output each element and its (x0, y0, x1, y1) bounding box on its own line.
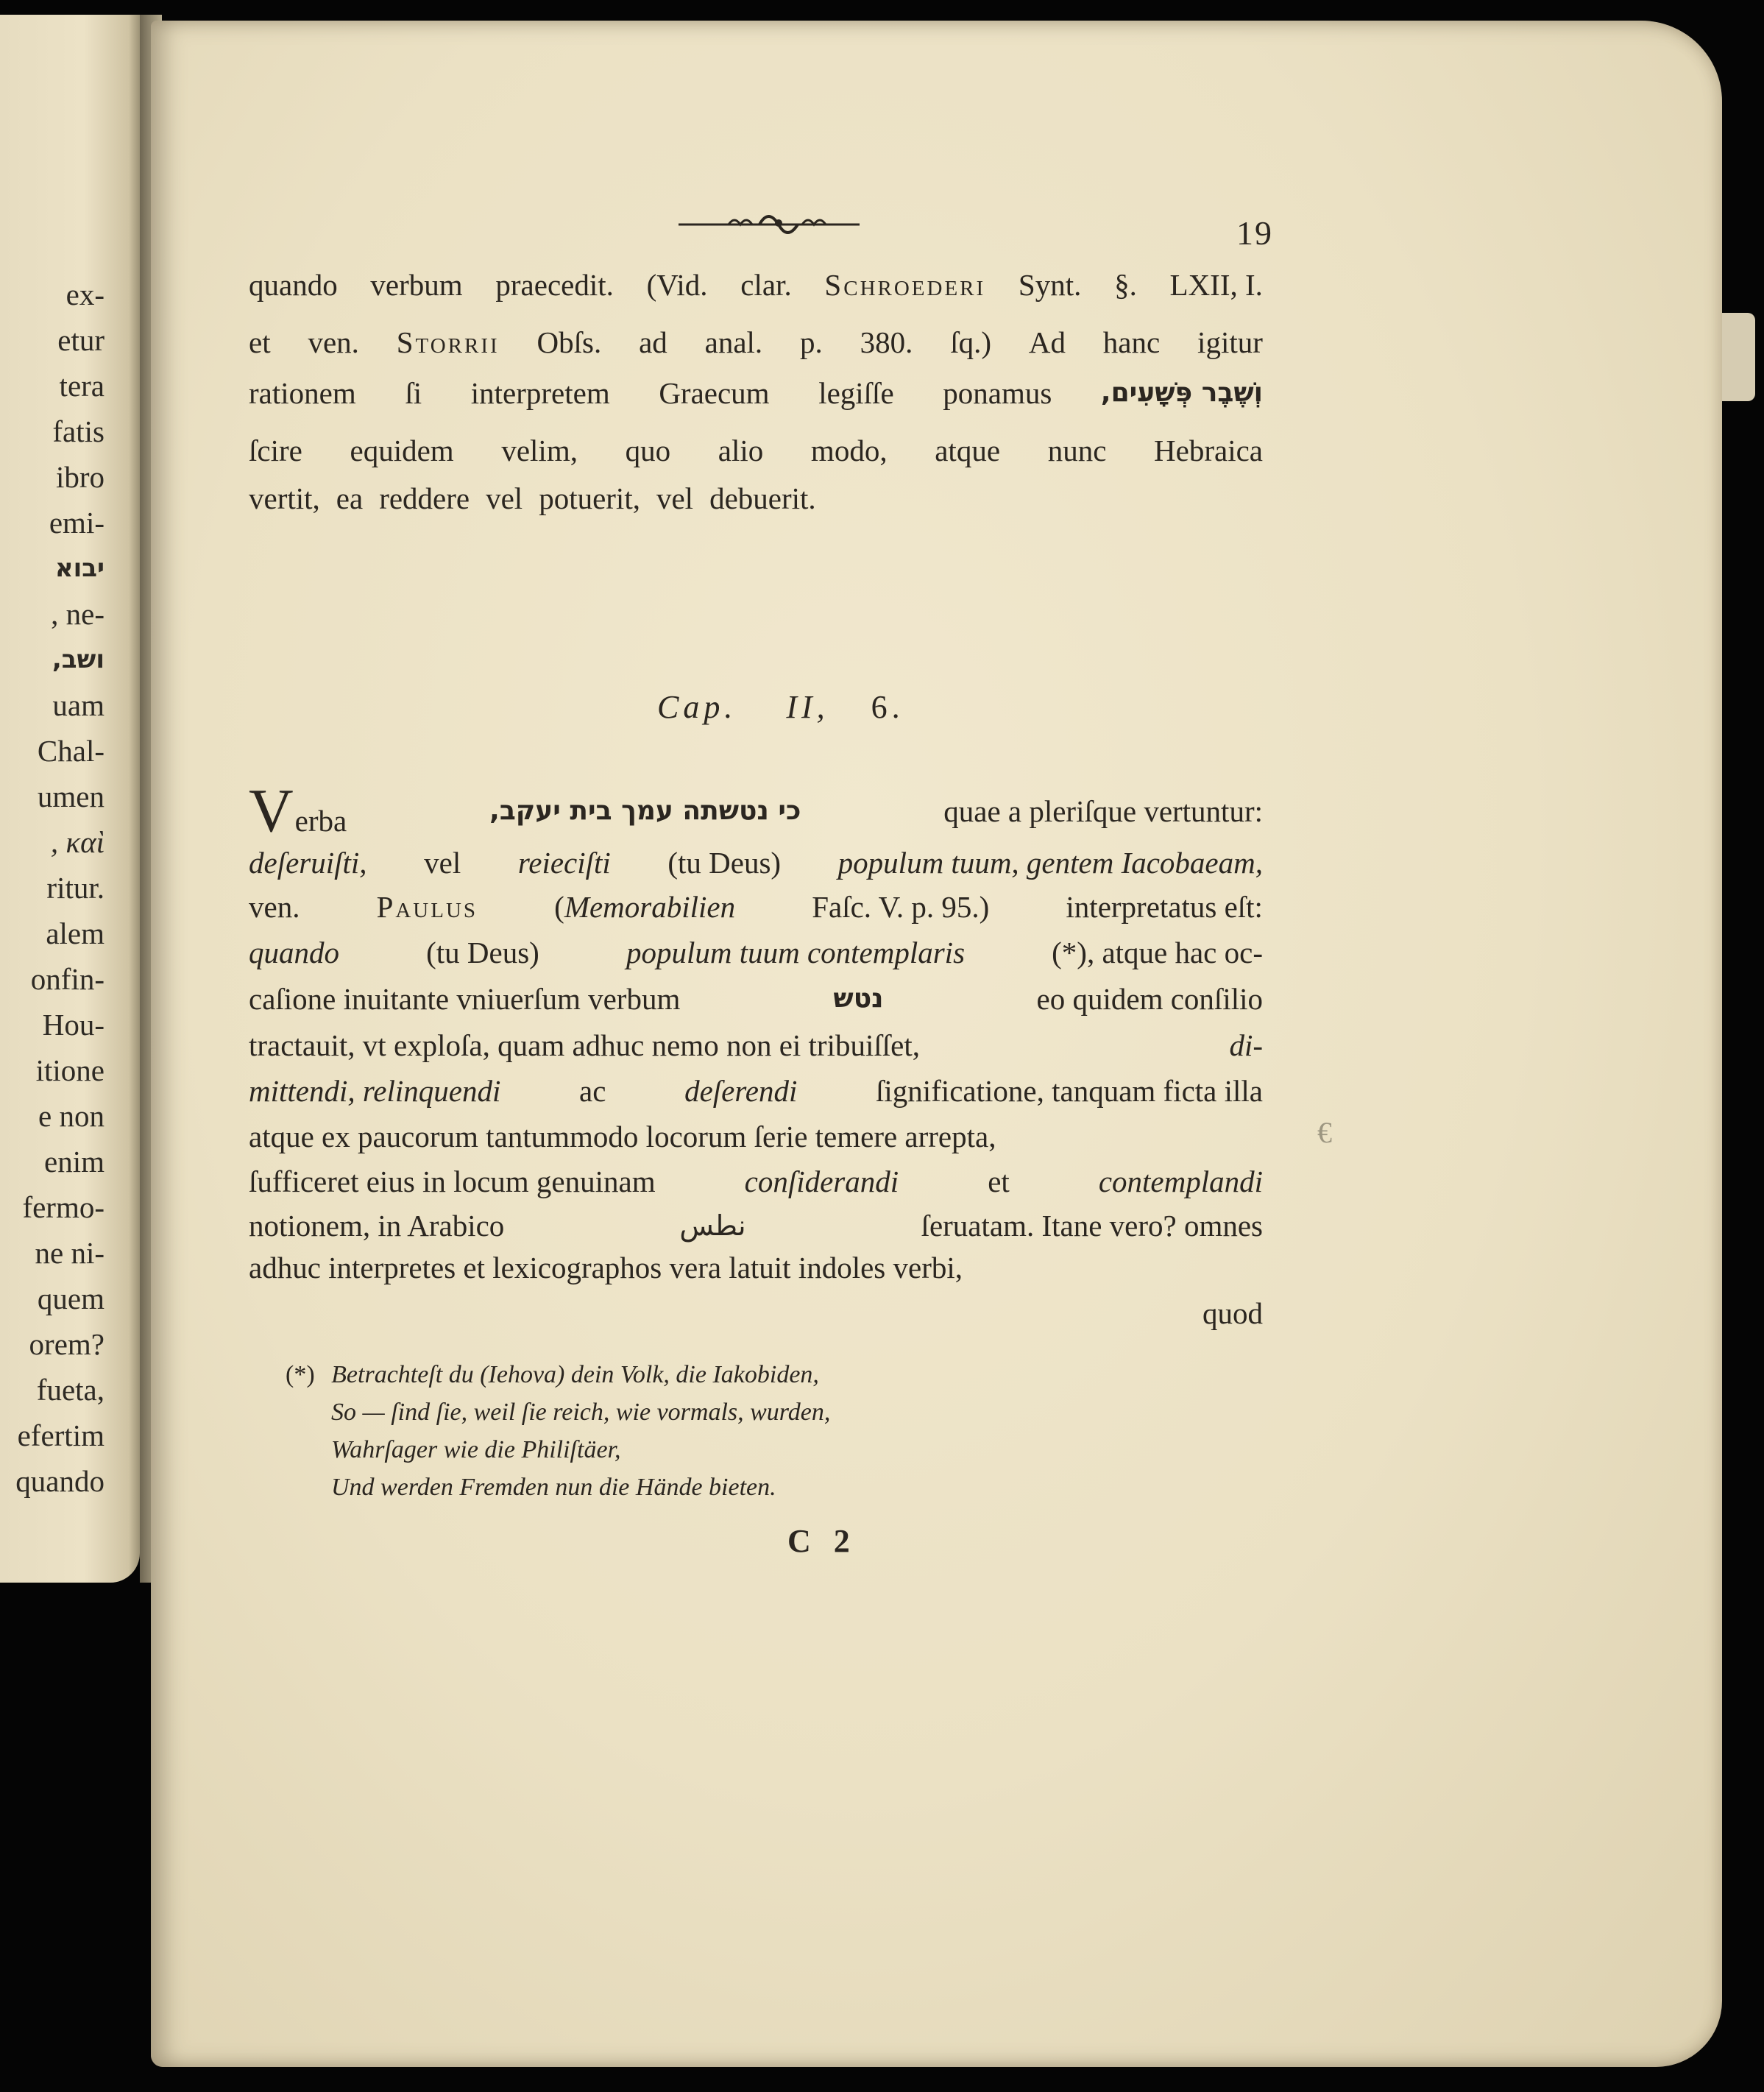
header-ornament-icon (677, 208, 861, 235)
footnote-line-1: (*) Betrachteſt du (Iehova) dein Volk, die Iakobiden, (286, 1361, 819, 1388)
left-page-fragment: fermo- (22, 1190, 105, 1224)
signature-mark: C 2 (787, 1523, 857, 1559)
left-page-fragment: orem? (29, 1327, 105, 1361)
footnote-line-4: Und werden Fremden nun die Hände bieten. (331, 1474, 776, 1501)
left-page-fragment: ושב, (52, 645, 105, 674)
body-line-4: quando (tu Deus) populum tuum contemplaris (*), atque hac oc- (249, 936, 1263, 969)
left-page-fragment: יבוא (54, 554, 105, 583)
stray-ink-mark: € (1317, 1116, 1332, 1149)
body-line-2: deſeruiſti, vel reieciſti (tu Deus) populum tuum, gentem Iacobaeam, (249, 846, 1263, 880)
body-line-8: atque ex paucorum tantummodo locorum ſerie temere arrepta, (249, 1120, 996, 1153)
left-page-fragment: uam (52, 688, 105, 722)
arabic-word: نطس (679, 1209, 746, 1242)
left-page-fragment: emi- (49, 506, 105, 540)
left-page-fragment: ibro (55, 460, 105, 494)
left-page-fragment: onfin- (30, 962, 105, 996)
body-line-1: Verba כי נטשתה עמך בית יעקב, quae a pleriſque vertuntur: (249, 777, 1263, 845)
text-line-2: et ven. Storrii Obſs. ad anal. p. 380. ſq.) Ad hanc igitur (249, 325, 1263, 359)
hebrew-phrase: וְשֶׁבֶר פְּשָׁעִים, (1100, 378, 1263, 408)
left-page-fragment: quem (37, 1282, 105, 1315)
drop-cap: V (249, 777, 294, 845)
body-line-5: caſione inuitante vniuerſum verbum נטש eo quidem conſilio (249, 975, 1263, 1022)
left-page-fragment: umen (37, 780, 105, 813)
left-page-fragment: Chal- (37, 734, 105, 768)
page-number: 19 (1236, 214, 1273, 252)
left-page-fragment: fatis (52, 414, 105, 448)
left-page-fragment: itione (35, 1053, 105, 1087)
left-page-fragment: efertim (17, 1418, 105, 1452)
text-line-3: rationem ſi interpretem Graecum legiſſe ponamus וְשֶׁבֶר פְּשָׁעִים, (249, 370, 1263, 417)
body-line-9: ſufficeret eius in locum genuinam conſiderandi et contemplandi (249, 1165, 1263, 1198)
body-line-11: adhuc interpretes et lexicographos vera latuit indoles verbi, (249, 1251, 963, 1284)
left-page-fragment: , καὶ (50, 825, 105, 859)
body-line-3: ven. Paulus (Memorabilien Faſc. V. p. 95.) interpretatus eſt: (249, 890, 1263, 924)
left-page-fragment: ritur. (46, 871, 105, 905)
footnote-mark: (*) (286, 1361, 315, 1388)
left-page-fragment: ne ni- (35, 1236, 105, 1270)
body-line-6: tractauit, vt exploſa, quam adhuc nemo non ei tribuiſſet, di- (249, 1028, 1263, 1062)
left-page-fragment: enim (44, 1145, 105, 1178)
left-page-fragment: alem (46, 916, 105, 950)
body-line-7: mittendi, relinquendi ac deſerendi ſignificatione, tanquam ficta illa (249, 1074, 1263, 1108)
catchword: quod (1202, 1296, 1263, 1330)
body-line-10: notionem, in Arabico نطس ſeruatam. Itane vero? omnes (249, 1202, 1263, 1249)
hebrew-word: נטש (833, 983, 884, 1014)
left-page-fragment: Hou- (42, 1008, 105, 1042)
left-page-fragment: , ne- (51, 597, 105, 631)
footnote-line-2: So — ſind ſie, weil ſie reich, wie vormals, wurden, (331, 1399, 831, 1426)
left-page-fragment: fueta, (36, 1373, 105, 1407)
left-page-fragment: e non (38, 1099, 105, 1133)
footnote-line-3: Wahrſager wie die Philiſtäer, (331, 1436, 621, 1463)
left-page-fragment: tera (59, 369, 105, 403)
text-line-1: quando verbum praecedit. (Vid. clar. Schroederi Synt. §. LXII, I. (249, 268, 1263, 302)
left-page-fragment: quando (15, 1464, 105, 1498)
text-line-5: vertit, ea reddere vel potuerit, vel debuerit. (249, 481, 816, 515)
text-line-4: ſcire equidem velim, quo alio modo, atque nunc Hebraica (249, 434, 1263, 467)
left-page-fragment: ex- (65, 278, 105, 311)
hebrew-phrase: כי נטשתה עמך בית יעקב, (489, 796, 801, 826)
chapter-heading: Cap. II, 6. (657, 689, 904, 725)
left-page-fragment: etur (57, 323, 105, 357)
